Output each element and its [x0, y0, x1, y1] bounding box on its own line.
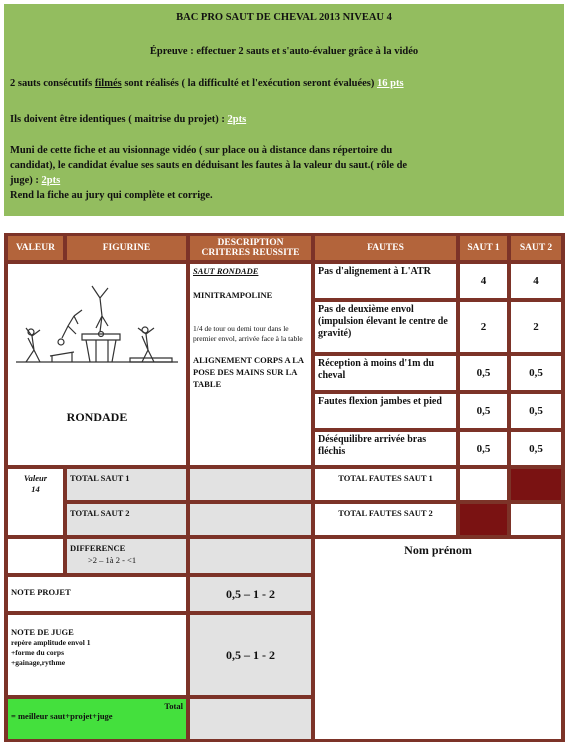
points-16: 16 pts [376, 78, 404, 89]
line-sauts: 2 sauts consécutifs filmés sont réalisés ( la difficulté et l'exécution seront évaluées) 16 pts [10, 78, 404, 89]
fault-saut2-value: 0,5 [511, 356, 561, 390]
fault-saut1-value: 0,5 [460, 356, 507, 390]
fault-saut2-value: 0,5 [511, 432, 561, 465]
description-detail: 1/4 de tour ou demi tour dans le premier envol, arrivée face à la table [193, 324, 303, 343]
fault-saut1-value: 4 [460, 264, 507, 298]
note-juge-detail-2: +forme du corps [11, 648, 65, 657]
valeur-value: 14 [31, 484, 40, 494]
total-fautes-1-saut1-input[interactable] [460, 469, 507, 500]
description-title: SAUT RONDADE [193, 266, 259, 276]
fault-row-label: Réception à moins d'1m du cheval [315, 356, 456, 390]
line-identiques: Ils doivent être identiques ( maitrise du projet) : 2pts [10, 114, 247, 125]
total-cell [8, 699, 186, 739]
description-cell [190, 264, 311, 465]
fault-row-label: Fautes flexion jambes et pied [315, 394, 456, 428]
total-saut-1-input[interactable] [190, 469, 311, 500]
total-label: Total [164, 701, 183, 711]
fault-row-label: Pas d'alignement à L'ATR [315, 264, 456, 298]
difference-input[interactable] [190, 539, 311, 573]
total-detail: = meilleur saut+projet+juge [11, 711, 113, 721]
total-saut-2-label: TOTAL SAUT 2 [67, 504, 186, 535]
line-muni-1: Muni de cette fiche et au visionnage vidéo ( sur place ou à distance dans répertoire du [10, 145, 393, 156]
fault-saut1-value: 2 [460, 302, 507, 352]
line-muni-3: juge) : 2pts [10, 175, 61, 186]
note-juge-detail-1: repère amplitude envol 1 [11, 638, 91, 647]
fault-saut2-value: 2 [511, 302, 561, 352]
valeur-cell [8, 469, 63, 535]
total-saut-1-label: TOTAL SAUT 1 [67, 469, 186, 500]
difference-cell [67, 539, 186, 573]
nom-prenom-cell[interactable] [315, 539, 561, 739]
evaluation-table [4, 233, 565, 742]
rondade-figurine-image [12, 276, 182, 386]
total-fautes-2-saut2-input[interactable] [511, 504, 561, 535]
header-saut-1: SAUT 1 [460, 236, 507, 260]
note-juge-cell [8, 615, 186, 695]
instructions-panel [4, 4, 564, 216]
figurine-cell [8, 264, 186, 465]
nom-prenom-label: Nom prénom [404, 543, 472, 557]
points-2-projet: 2pts [227, 114, 247, 125]
fault-saut1-value: 0,5 [460, 432, 507, 465]
note-projet-scale: 0,5 – 1 - 2 [190, 577, 311, 611]
figurine-label: RONDADE [66, 410, 128, 424]
header-saut-2: SAUT 2 [511, 236, 561, 260]
line-rend: Rend la fiche au jury qui complète et corrige. [10, 190, 213, 201]
line-muni-2: candidat), le candidat évalue ses sauts en déduisant les fautes à la valeur du saut.( rôle de [10, 160, 408, 171]
fault-row-label: Pas de deuxième envol (impulsion élevant le centre de gravité) [315, 302, 456, 352]
total-input[interactable] [190, 699, 311, 739]
difference-scale: >2 – 1à 2 - <1 [88, 555, 137, 565]
description-apparatus: MINITRAMPOLINE [193, 290, 273, 300]
header-valeur: VALEUR [8, 236, 63, 260]
total-fautes-1-saut2-blocked [511, 469, 561, 500]
total-fautes-2-saut1-blocked [460, 504, 507, 535]
fault-saut2-value: 4 [511, 264, 561, 298]
page-title: BAC PRO SAUT DE CHEVAL 2013 NIVEAU 4 [176, 12, 392, 23]
total-saut-2-input[interactable] [190, 504, 311, 535]
total-fautes-1-label: TOTAL FAUTES SAUT 1 [315, 469, 456, 500]
fault-saut1-value: 0,5 [460, 394, 507, 428]
epreuve-line: Épreuve : effectuer 2 sauts et s'auto-évaluer grâce à la vidéo [149, 46, 419, 57]
note-juge-detail-3: +gainage,rythme [11, 658, 66, 667]
total-fautes-2-label: TOTAL FAUTES SAUT 2 [315, 504, 456, 535]
difference-blank [8, 539, 63, 573]
fault-row-label: Déséquilibre arrivée bras fléchis [315, 432, 456, 465]
description-criteria: ALIGNEMENT CORPS A LA POSE DES MAINS SUR LA TABLE [193, 355, 304, 389]
header-description: DESCRIPTION CRITERES REUSSITE [190, 236, 311, 260]
valeur-label: Valeur [23, 473, 48, 483]
fault-saut2-value: 0,5 [511, 394, 561, 428]
note-juge-label: NOTE DE JUGE [11, 627, 74, 637]
header-figurine: FIGURINE [67, 236, 186, 260]
header-fautes: FAUTES [315, 236, 456, 260]
note-juge-scale: 0,5 – 1 - 2 [190, 615, 311, 695]
difference-label: DIFFERENCE [70, 543, 126, 553]
note-projet-label: NOTE PROJET [8, 577, 186, 611]
points-2-juge: 2pts [41, 175, 61, 186]
